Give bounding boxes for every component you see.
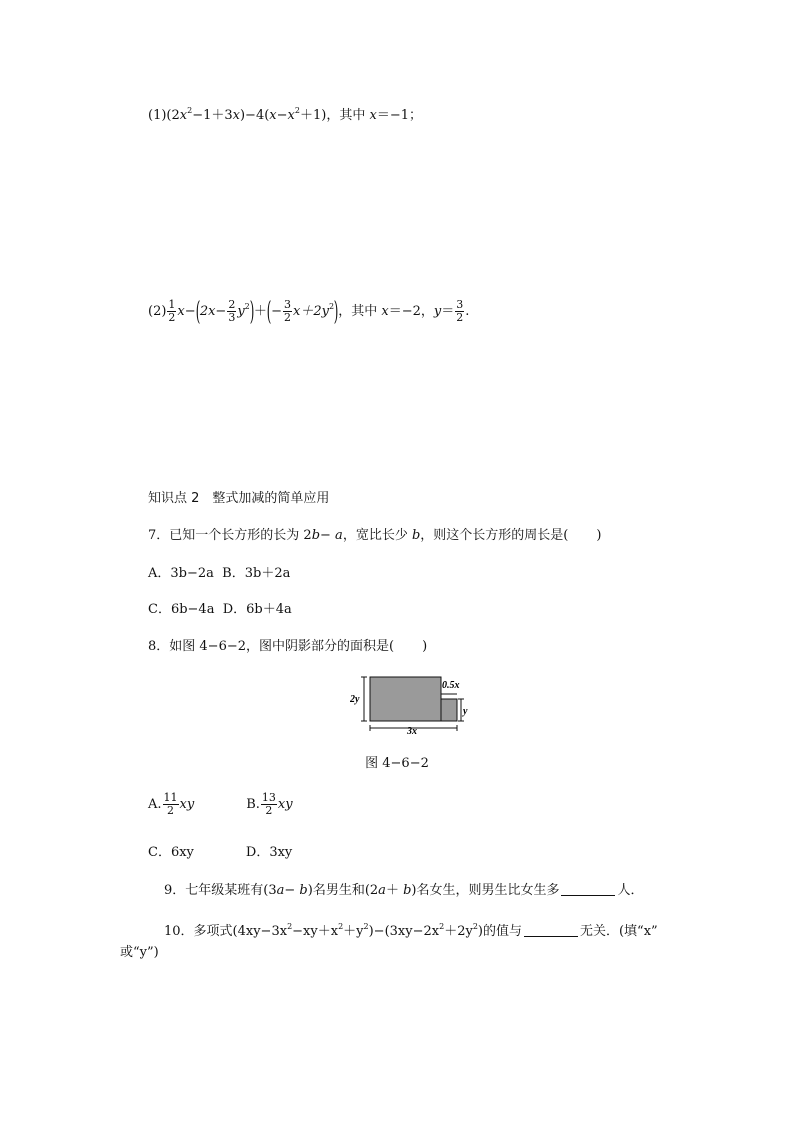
question-text: −xy＋x	[292, 924, 339, 939]
label-y: y	[463, 706, 468, 717]
exponent: 2	[287, 922, 293, 931]
exponent: 2	[328, 302, 335, 311]
option-b[interactable]: B．3b＋2a	[222, 566, 291, 581]
expr-text: (2	[166, 108, 180, 123]
question-text: 9．七年级某班有(3	[164, 883, 277, 898]
question-text: )名男生和(2	[307, 883, 379, 898]
question-text: 无关．(填“x”	[579, 924, 658, 939]
denominator: 2	[261, 804, 277, 817]
option-letter: A.	[148, 797, 162, 812]
exponent: 2	[244, 302, 250, 311]
exponent: 2	[363, 922, 369, 931]
left-paren: (	[195, 297, 201, 327]
var-x: x	[369, 108, 377, 123]
expr-text: 2x−	[199, 304, 227, 319]
question-text: ＋y	[343, 924, 364, 939]
expr-text: ＝−2，	[388, 304, 434, 319]
option-d[interactable]: D．3xy	[245, 845, 293, 860]
var-xy: xy	[277, 797, 293, 812]
question-text: ，则这个长方形的周长是(	[420, 528, 569, 543]
fraction	[163, 792, 179, 817]
question-10	[164, 918, 658, 941]
var-x: x	[269, 108, 277, 123]
fraction	[283, 299, 292, 324]
question-text: )	[422, 639, 428, 654]
question-text: )	[596, 528, 602, 543]
exponent: 2	[338, 922, 344, 931]
exponent: 2	[472, 922, 478, 931]
var-b: b	[411, 528, 421, 543]
numerator: 3	[284, 298, 291, 311]
question-text: −	[320, 528, 336, 543]
expr-text: .	[465, 304, 470, 319]
fraction	[261, 792, 277, 817]
fraction	[167, 299, 176, 324]
option-b[interactable]	[246, 791, 293, 817]
question-8-options-row-2	[148, 844, 292, 862]
question-text: )名女生，则男生比女生多	[411, 883, 560, 898]
option-a[interactable]: A．3b−2a	[148, 566, 214, 581]
right-paren: )	[333, 297, 339, 327]
label-2y: 2y	[350, 694, 360, 705]
question-8	[148, 638, 427, 656]
question-7-options-row-2	[148, 601, 292, 619]
var-x: x	[232, 108, 240, 123]
question-text: 8．如图 4−6−2，图中阴影部分的面积是(	[148, 639, 395, 654]
expr-text: −	[276, 108, 288, 123]
fraction	[455, 299, 464, 324]
figure-caption: 图 4−6−2	[365, 756, 429, 771]
answer-blank[interactable]	[524, 924, 578, 937]
answer-blank[interactable]	[561, 883, 615, 896]
expr-text: )−4(	[239, 108, 270, 123]
expr-text: ＝−1；	[376, 108, 422, 123]
var-b: b	[311, 528, 321, 543]
numerator: 2	[228, 298, 236, 311]
denominator: 2	[163, 804, 179, 817]
problem-6-part-1	[148, 102, 422, 125]
part-label: (1)	[148, 108, 167, 123]
var-a: a	[276, 883, 285, 898]
var-b: b	[299, 883, 308, 898]
numerator: 3	[456, 298, 464, 311]
var-y: y	[237, 304, 245, 319]
exponent: 2	[294, 106, 300, 115]
label-05x: 0.5x	[442, 680, 460, 691]
denominator: 2	[284, 311, 291, 324]
question-text: 7．已知一个长方形的长为 2	[148, 528, 312, 543]
expr-text: x−	[177, 304, 196, 319]
denominator: 2	[456, 311, 464, 324]
label-3x: 3x	[407, 726, 417, 737]
expr-text: −1＋3	[192, 108, 233, 123]
numerator: 13	[261, 791, 276, 804]
expr-text: ＋1)，其中	[299, 108, 370, 123]
var-b: b	[403, 883, 412, 898]
question-text: )−(3xy−2x	[368, 924, 440, 939]
question-8-options-row-1	[148, 790, 293, 820]
shaded-large-rect	[370, 677, 441, 721]
question-text: )的值与	[477, 924, 522, 939]
expr-text: −	[271, 304, 282, 319]
var-a: a	[378, 883, 386, 898]
question-7-options-row-1	[148, 565, 290, 583]
var-y: y	[433, 304, 442, 319]
option-d[interactable]: D．6b＋4a	[222, 602, 292, 617]
fraction	[227, 299, 236, 324]
part-label: (2)	[148, 304, 167, 319]
exponent: 2	[439, 922, 445, 931]
shaded-small-rect	[441, 699, 457, 721]
question-text: ，宽比长少	[342, 528, 412, 543]
question-text: −	[284, 883, 300, 898]
question-9	[164, 882, 644, 900]
var-a: a	[335, 528, 343, 543]
option-letter: B.	[246, 797, 260, 812]
numerator: 1	[168, 298, 176, 311]
expr-text: ＋	[253, 304, 267, 319]
var-x: x	[179, 108, 188, 123]
problem-6-part-2	[148, 292, 469, 327]
var-xy: xy	[179, 797, 195, 812]
option-c[interactable]: C．6xy	[148, 845, 194, 860]
question-text: ＋	[385, 883, 404, 898]
question-text: 10．多项式(4xy−3x	[164, 924, 288, 939]
figure-4-6-2	[350, 672, 470, 742]
left-paren: (	[266, 297, 272, 327]
section-title: 知识点 2 整式加减的简单应用	[148, 491, 330, 506]
numerator: 11	[163, 791, 178, 804]
expr-text: ，其中	[338, 304, 382, 319]
question-10-line-2: 或“y”)	[120, 945, 159, 960]
right-paren: )	[249, 297, 255, 327]
option-a[interactable]	[148, 791, 195, 817]
exponent: 2	[187, 106, 193, 115]
question-text: ＋2y	[444, 924, 473, 939]
var-x: x	[287, 108, 295, 123]
question-text: 人．	[617, 883, 644, 898]
expr-text: ＝	[441, 304, 455, 319]
var-x: x	[381, 304, 389, 319]
option-c[interactable]: C．6b−4a	[148, 602, 215, 617]
denominator: 3	[228, 311, 236, 324]
question-7	[148, 527, 601, 545]
expr-text: x＋2y	[293, 304, 329, 319]
denominator: 2	[168, 311, 176, 324]
